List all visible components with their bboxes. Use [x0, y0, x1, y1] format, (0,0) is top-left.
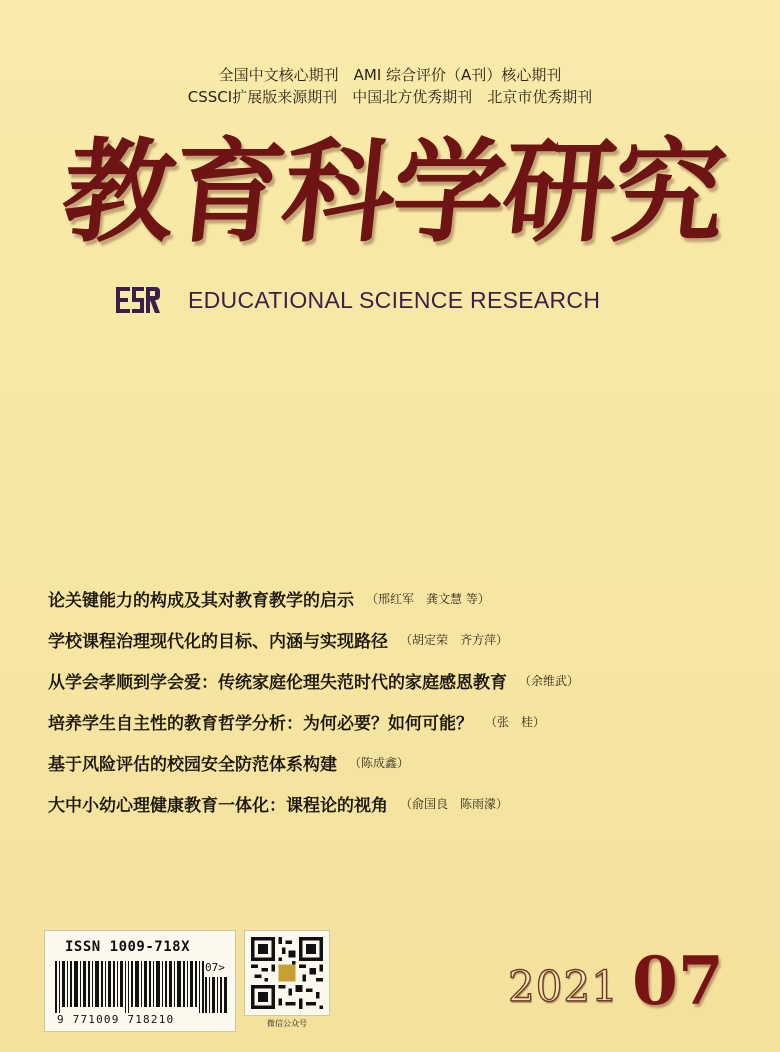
- qr-panel: [244, 930, 330, 1016]
- list-item: [48, 619, 748, 660]
- article-title: 论关键能力的构成及其对教育教学的启示: [48, 591, 354, 611]
- list-item: [48, 660, 748, 701]
- barcode-number: 9 771009 718210: [57, 1013, 175, 1026]
- article-title: 基于风险评估的校园安全防范体系构建: [48, 755, 337, 775]
- english-title-row: [116, 282, 600, 318]
- english-title: EDUCATIONAL SCIENCE RESEARCH: [188, 286, 601, 313]
- issn-number: ISSN 1009-718X: [65, 939, 191, 955]
- article-authors: （张 桂）: [485, 715, 546, 729]
- issue-number: 07: [632, 942, 724, 1020]
- indexing-line-1: 全国中文核心期刊 AMI 综合评价（A刊）核心期刊: [218, 66, 562, 84]
- contents-list: [48, 578, 748, 824]
- article-authors: （俞国良 陈雨濛）: [400, 797, 509, 811]
- article-authors: （余维武）: [519, 674, 580, 688]
- article-authors: （陈成鑫）: [349, 756, 410, 770]
- article-authors: （胡定荣 齐方萍）: [400, 633, 509, 647]
- barcode-panel: [44, 930, 236, 1032]
- barcode-icon: [55, 961, 205, 1013]
- list-item: [48, 701, 748, 742]
- article-authors: （邢红军 龚文慧 等）: [366, 592, 490, 606]
- article-title: 学校课程治理现代化的目标、内涵与实现路径: [48, 632, 388, 652]
- qr-caption: 微信公众号: [267, 1019, 307, 1028]
- qr-code-icon: [251, 937, 323, 1009]
- addon-barcode-icon: [205, 977, 229, 1013]
- list-item: [48, 578, 748, 619]
- article-title: 培养学生自主性的教育哲学分析：为何必要？如何可能？: [48, 714, 473, 734]
- indexing-tags: [0, 64, 780, 108]
- issue-year: 2021: [508, 962, 619, 1011]
- list-item: [48, 783, 748, 824]
- article-title: 大中小幼心理健康教育一体化：课程论的视角: [48, 796, 388, 816]
- article-title: 从学会孝顺到学会爱：传统家庭伦理失范时代的家庭感恩教育: [48, 673, 507, 693]
- indexing-line-2: CSSCI扩展版来源期刊 中国北方优秀期刊 北京市优秀期刊: [187, 88, 593, 106]
- esr-logo-icon: [116, 285, 160, 315]
- journal-title: 教育科学研究: [56, 127, 730, 258]
- list-item: [48, 742, 748, 783]
- issue-addon-code: 07>: [205, 961, 225, 974]
